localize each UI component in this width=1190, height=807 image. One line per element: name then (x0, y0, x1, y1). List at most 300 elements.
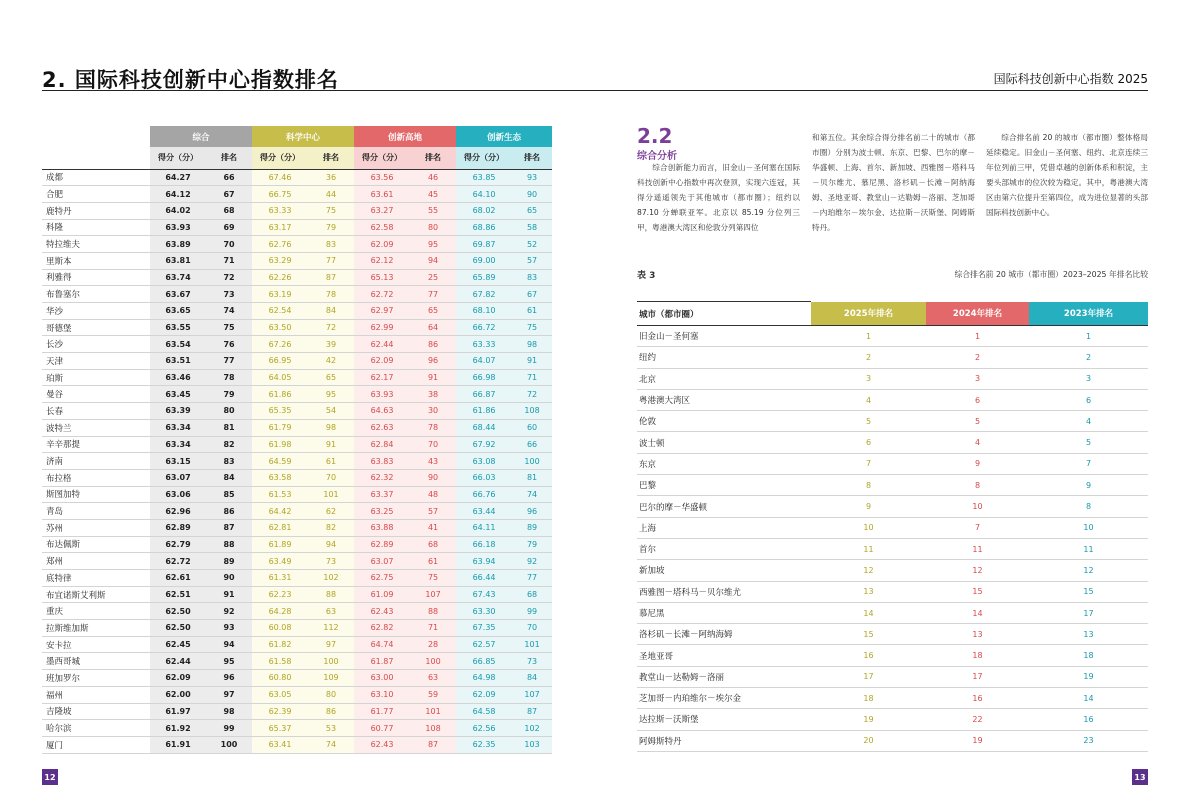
table-row (42, 503, 552, 520)
rank-cell: 70 (410, 436, 456, 453)
rank-cell: 61 (308, 453, 354, 470)
rank-2024: 7 (926, 517, 1029, 538)
score-cell: 66.98 (456, 369, 512, 386)
rank-cell: 101 (308, 486, 354, 503)
rank-cell: 82 (206, 436, 252, 453)
table-row (42, 486, 552, 503)
city-name: 华沙 (42, 303, 150, 320)
rank-cell: 68 (206, 202, 252, 219)
rank-cell: 71 (512, 369, 552, 386)
rank-2025: 4 (811, 389, 926, 410)
score-cell: 62.23 (252, 586, 308, 603)
rank-2023: 6 (1029, 389, 1148, 410)
table-row (637, 389, 1148, 410)
score-cell: 66.03 (456, 469, 512, 486)
city-name: 慕尼黑 (637, 602, 811, 623)
score-cell: 62.54 (252, 303, 308, 320)
city-name: 圣地亚哥 (637, 645, 811, 666)
rank-2023: 8 (1029, 496, 1148, 517)
rank-cell: 77 (206, 353, 252, 370)
score-cell: 63.00 (354, 670, 410, 687)
rank-2023: 11 (1029, 538, 1148, 559)
rank-cell: 95 (308, 386, 354, 403)
city-name: 北京 (637, 368, 811, 389)
table-row (637, 602, 1148, 623)
rank-cell: 87 (512, 703, 552, 720)
table-row (637, 411, 1148, 432)
rank-cell: 75 (410, 570, 456, 587)
score-cell: 63.45 (150, 386, 206, 403)
rank-cell: 57 (512, 252, 552, 269)
score-cell: 62.81 (252, 519, 308, 536)
city-name: 成都 (42, 169, 150, 186)
top20-comparison-rows (637, 326, 1148, 752)
rank-2024: 4 (926, 432, 1029, 453)
rank-cell: 80 (308, 686, 354, 703)
rank-cell: 77 (410, 286, 456, 303)
score-cell: 63.34 (150, 419, 206, 436)
score-cell: 62.51 (150, 586, 206, 603)
city-name: 科隆 (42, 219, 150, 236)
score-cell: 62.32 (354, 469, 410, 486)
table-row (42, 736, 552, 753)
city-name: 哈尔滨 (42, 720, 150, 737)
rank-cell: 100 (308, 653, 354, 670)
score-cell: 61.89 (252, 536, 308, 553)
rank-2025: 9 (811, 496, 926, 517)
rank-cell: 98 (206, 703, 252, 720)
rank-cell: 71 (206, 252, 252, 269)
score-cell: 62.63 (354, 419, 410, 436)
score-cell: 69.00 (456, 252, 512, 269)
rank-2023: 4 (1029, 411, 1148, 432)
score-cell: 63.56 (354, 169, 410, 186)
score-cell: 63.34 (150, 436, 206, 453)
score-cell: 63.33 (456, 336, 512, 353)
city-name: 里斯本 (42, 252, 150, 269)
score-cell: 64.05 (252, 369, 308, 386)
rank-cell: 101 (410, 703, 456, 720)
rank-2025: 19 (811, 709, 926, 730)
rank-cell: 72 (308, 319, 354, 336)
city-column-header: 城市（都市圈） (637, 302, 811, 326)
rank-cell: 82 (308, 519, 354, 536)
table-row (637, 624, 1148, 645)
score-cell: 66.72 (456, 319, 512, 336)
score-cell: 61.31 (252, 570, 308, 587)
table-row (42, 419, 552, 436)
table-row (42, 403, 552, 420)
rank-cell: 89 (512, 519, 552, 536)
rank-cell: 63 (308, 603, 354, 620)
city-name: 重庆 (42, 603, 150, 620)
rank-cell: 83 (512, 269, 552, 286)
rank-cell: 88 (410, 603, 456, 620)
score-cell: 62.58 (354, 219, 410, 236)
score-cell: 64.59 (252, 453, 308, 470)
table-row (637, 453, 1148, 474)
city-name: 班加罗尔 (42, 670, 150, 687)
rank-header: 排名 (206, 147, 252, 169)
rank-2024: 17 (926, 666, 1029, 687)
table-row (42, 353, 552, 370)
rank-2024-header: 2024年排名 (926, 302, 1029, 326)
rank-2025: 7 (811, 453, 926, 474)
rank-2025: 12 (811, 560, 926, 581)
rank-cell: 90 (410, 469, 456, 486)
city-name: 阿姆斯特丹 (637, 730, 811, 751)
table-row (42, 436, 552, 453)
score-cell: 64.07 (456, 353, 512, 370)
score-cell: 65.13 (354, 269, 410, 286)
rank-2024: 5 (926, 411, 1029, 432)
analysis-paragraph-2: 和第五位。其余综合得分排名前二十的城市（都市圈）分别为波士顿、东京、巴黎、巴尔的摩－华盛顿、上海、首尔、新加坡、西雅图－塔科马－贝尔维尤、慕尼黑、洛杉矶－长滩－阿纳海姆、圣地亚哥、教堂山－达勒姆－洛丽、芝加哥－内珀维尔－埃尔金、达拉斯－沃斯堡、阿姆斯特丹。 (812, 133, 975, 232)
city-name: 新加坡 (637, 560, 811, 581)
table-row (637, 496, 1148, 517)
table-row (637, 645, 1148, 666)
rank-2024: 15 (926, 581, 1029, 602)
table-row (42, 369, 552, 386)
score-cell: 63.37 (354, 486, 410, 503)
rank-2024: 19 (926, 730, 1029, 751)
table-row (42, 620, 552, 637)
rank-2023: 9 (1029, 475, 1148, 496)
table-row (42, 169, 552, 186)
rank-cell: 79 (206, 386, 252, 403)
rank-cell: 77 (308, 252, 354, 269)
score-cell: 63.07 (150, 469, 206, 486)
table-row (42, 570, 552, 587)
rank-2024: 2 (926, 347, 1029, 368)
score-cell: 62.50 (150, 620, 206, 637)
score-header: 得分（分） (150, 147, 206, 169)
table-row (42, 720, 552, 737)
rank-cell: 99 (206, 720, 252, 737)
score-cell: 63.58 (252, 469, 308, 486)
score-cell: 67.26 (252, 336, 308, 353)
city-name: 青岛 (42, 503, 150, 520)
table-row (42, 553, 552, 570)
rank-cell: 60 (512, 419, 552, 436)
rank-cell: 91 (512, 353, 552, 370)
score-cell: 64.11 (456, 519, 512, 536)
score-cell: 62.43 (354, 603, 410, 620)
rank-2024: 16 (926, 688, 1029, 709)
city-column-header: 城市（都市圈） (42, 126, 150, 169)
table-row (637, 432, 1148, 453)
score-cell: 64.58 (456, 703, 512, 720)
rank-2025: 8 (811, 475, 926, 496)
rank-cell: 98 (308, 419, 354, 436)
rank-cell: 78 (410, 419, 456, 436)
rank-cell: 80 (206, 403, 252, 420)
score-cell: 62.26 (252, 269, 308, 286)
rank-cell: 39 (308, 336, 354, 353)
rank-cell: 61 (512, 303, 552, 320)
city-name: 鹿特丹 (42, 202, 150, 219)
score-cell: 63.85 (456, 169, 512, 186)
score-cell: 67.92 (456, 436, 512, 453)
city-name: 布鲁塞尔 (42, 286, 150, 303)
rank-2023: 15 (1029, 581, 1148, 602)
score-cell: 64.10 (456, 186, 512, 203)
score-cell: 61.87 (354, 653, 410, 670)
table-row (42, 703, 552, 720)
rank-cell: 107 (512, 686, 552, 703)
rank-2025: 13 (811, 581, 926, 602)
rank-cell: 25 (410, 269, 456, 286)
rank-2023: 13 (1029, 624, 1148, 645)
score-cell: 61.53 (252, 486, 308, 503)
table-row (42, 453, 552, 470)
rank-cell: 36 (308, 169, 354, 186)
rank-2025: 2 (811, 347, 926, 368)
rank-cell: 79 (512, 536, 552, 553)
rank-cell: 70 (512, 620, 552, 637)
score-cell: 66.76 (456, 486, 512, 503)
rank-cell: 78 (206, 369, 252, 386)
score-cell: 62.99 (354, 319, 410, 336)
rank-2025: 18 (811, 688, 926, 709)
city-name: 安卡拉 (42, 636, 150, 653)
rank-cell: 107 (410, 586, 456, 603)
score-cell: 63.27 (354, 202, 410, 219)
table-row (637, 475, 1148, 496)
score-cell: 64.12 (150, 186, 206, 203)
rank-cell: 108 (512, 403, 552, 420)
rank-cell: 75 (308, 202, 354, 219)
rank-cell: 91 (206, 586, 252, 603)
score-cell: 66.18 (456, 536, 512, 553)
score-cell: 62.57 (456, 636, 512, 653)
rank-cell: 72 (206, 269, 252, 286)
table-row (637, 709, 1148, 730)
score-cell: 61.91 (150, 736, 206, 753)
rank-cell: 93 (512, 169, 552, 186)
score-cell: 61.97 (150, 703, 206, 720)
rank-cell: 92 (512, 553, 552, 570)
rank-2025: 10 (811, 517, 926, 538)
rank-cell: 61 (410, 553, 456, 570)
rank-cell: 79 (308, 219, 354, 236)
city-name: 厦门 (42, 736, 150, 753)
score-cell: 60.77 (354, 720, 410, 737)
rank-cell: 53 (308, 720, 354, 737)
rank-2025: 16 (811, 645, 926, 666)
rank-cell: 102 (308, 570, 354, 587)
score-cell: 62.96 (150, 503, 206, 520)
rank-cell: 73 (512, 653, 552, 670)
score-cell: 60.80 (252, 670, 308, 687)
score-cell: 62.00 (150, 686, 206, 703)
rank-cell: 62 (308, 503, 354, 520)
header-divider (42, 90, 1148, 91)
score-cell: 63.93 (354, 386, 410, 403)
rank-cell: 97 (308, 636, 354, 653)
score-cell: 62.09 (150, 670, 206, 687)
rank-2023: 3 (1029, 368, 1148, 389)
rank-cell: 68 (410, 536, 456, 553)
city-name: 斯图加特 (42, 486, 150, 503)
score-cell: 62.09 (354, 236, 410, 253)
table-row (42, 319, 552, 336)
score-cell: 63.54 (150, 336, 206, 353)
group-header-composite: 综合 (150, 126, 252, 147)
rank-2024: 18 (926, 645, 1029, 666)
rank-cell: 86 (308, 703, 354, 720)
city-name: 东京 (637, 453, 811, 474)
city-name: 苏州 (42, 519, 150, 536)
rank-2025: 3 (811, 368, 926, 389)
rank-cell: 84 (206, 469, 252, 486)
city-name: 墨西哥城 (42, 653, 150, 670)
rank-2023: 2 (1029, 347, 1148, 368)
page-number-left: 12 (42, 769, 58, 785)
score-cell: 61.86 (456, 403, 512, 420)
score-cell: 63.08 (456, 453, 512, 470)
rank-header: 排名 (308, 147, 354, 169)
table-row (637, 368, 1148, 389)
rank-2024: 10 (926, 496, 1029, 517)
rank-cell: 85 (206, 486, 252, 503)
rank-2024: 6 (926, 389, 1029, 410)
score-cell: 61.77 (354, 703, 410, 720)
city-name: 长春 (42, 403, 150, 420)
score-cell: 63.39 (150, 403, 206, 420)
rank-cell: 84 (308, 303, 354, 320)
score-cell: 62.76 (252, 236, 308, 253)
city-name: 长沙 (42, 336, 150, 353)
rank-cell: 91 (308, 436, 354, 453)
rank-cell: 75 (206, 319, 252, 336)
score-cell: 66.95 (252, 353, 308, 370)
rank-cell: 70 (206, 236, 252, 253)
table-row (42, 536, 552, 553)
rank-cell: 77 (512, 570, 552, 587)
rank-cell: 68 (512, 586, 552, 603)
score-cell: 68.86 (456, 219, 512, 236)
city-name: 首尔 (637, 538, 811, 559)
rank-2024: 9 (926, 453, 1029, 474)
rank-cell: 94 (308, 536, 354, 553)
score-cell: 63.83 (354, 453, 410, 470)
score-cell: 62.45 (150, 636, 206, 653)
score-cell: 65.37 (252, 720, 308, 737)
score-cell: 63.67 (150, 286, 206, 303)
city-name: 布达佩斯 (42, 536, 150, 553)
score-cell: 63.81 (150, 252, 206, 269)
score-cell: 62.43 (354, 736, 410, 753)
rank-cell: 81 (512, 469, 552, 486)
score-cell: 64.42 (252, 503, 308, 520)
rank-2023: 7 (1029, 453, 1148, 474)
city-name: 珀斯 (42, 369, 150, 386)
score-cell: 63.19 (252, 286, 308, 303)
table-row (637, 581, 1148, 602)
analysis-paragraph-1: 综合创新能力而言，旧金山－圣何塞在国际科技创新中心指数中再次登顶，实现六连冠，其得分遥遥领先于其他城市（都市圈）；纽约以 87.10 分蝉联亚军。北京以 85.19 分位列三甲，粤港澳大湾区和伦敦分列第四位 (637, 163, 800, 232)
city-name: 利雅得 (42, 269, 150, 286)
rank-2023: 16 (1029, 709, 1148, 730)
score-cell: 63.17 (252, 219, 308, 236)
score-cell: 63.29 (252, 252, 308, 269)
rank-cell: 94 (206, 636, 252, 653)
city-name: 上海 (637, 517, 811, 538)
rank-cell: 91 (410, 369, 456, 386)
rank-cell: 76 (206, 336, 252, 353)
score-cell: 61.58 (252, 653, 308, 670)
table-row (637, 730, 1148, 751)
score-cell: 68.44 (456, 419, 512, 436)
rank-2025: 1 (811, 326, 926, 347)
score-cell: 63.41 (252, 736, 308, 753)
city-name: 教堂山－达勒姆－洛丽 (637, 666, 811, 687)
rank-cell: 98 (512, 336, 552, 353)
score-cell: 61.79 (252, 419, 308, 436)
rank-cell: 88 (206, 536, 252, 553)
score-cell: 66.75 (252, 186, 308, 203)
city-name: 吉隆坡 (42, 703, 150, 720)
rank-cell: 74 (512, 486, 552, 503)
table-caption: 综合排名前 20 城市（都市圈）2023–2025 年排名比较 (954, 270, 1148, 279)
city-name: 济南 (42, 453, 150, 470)
score-cell: 68.10 (456, 303, 512, 320)
score-cell: 64.27 (150, 169, 206, 186)
rank-2024: 13 (926, 624, 1029, 645)
table-row (42, 336, 552, 353)
rank-2024: 14 (926, 602, 1029, 623)
rank-cell: 101 (512, 636, 552, 653)
score-cell: 62.89 (354, 536, 410, 553)
score-cell: 61.09 (354, 586, 410, 603)
rank-cell: 96 (410, 353, 456, 370)
rank-2023: 23 (1029, 730, 1148, 751)
table-row (42, 519, 552, 536)
score-cell: 62.39 (252, 703, 308, 720)
score-cell: 62.35 (456, 736, 512, 753)
city-name: 巴黎 (637, 475, 811, 496)
score-cell: 69.87 (456, 236, 512, 253)
rank-2025: 20 (811, 730, 926, 751)
rank-cell: 87 (206, 519, 252, 536)
rank-cell: 89 (206, 553, 252, 570)
city-name: 拉斯维加斯 (42, 620, 150, 637)
score-cell: 63.15 (150, 453, 206, 470)
score-cell: 67.35 (456, 620, 512, 637)
rank-cell: 109 (308, 670, 354, 687)
rank-header: 排名 (410, 147, 456, 169)
top20-comparison-table (637, 301, 1148, 752)
table-row (42, 269, 552, 286)
score-cell: 63.61 (354, 186, 410, 203)
score-cell: 62.72 (354, 286, 410, 303)
score-cell: 68.02 (456, 202, 512, 219)
score-header: 得分（分） (456, 147, 512, 169)
rank-cell: 66 (512, 436, 552, 453)
rank-2025: 17 (811, 666, 926, 687)
score-cell: 66.87 (456, 386, 512, 403)
score-cell: 63.51 (150, 353, 206, 370)
score-cell: 62.09 (456, 686, 512, 703)
page-title: 2. 国际科技创新中心指数排名 (42, 68, 339, 92)
rank-cell: 57 (410, 503, 456, 520)
rank-2025: 5 (811, 411, 926, 432)
rank-cell: 93 (206, 620, 252, 637)
city-name: 粤港澳大湾区 (637, 389, 811, 410)
rank-cell: 73 (308, 553, 354, 570)
score-cell: 63.33 (252, 202, 308, 219)
city-name: 特拉维夫 (42, 236, 150, 253)
rank-cell: 45 (410, 186, 456, 203)
